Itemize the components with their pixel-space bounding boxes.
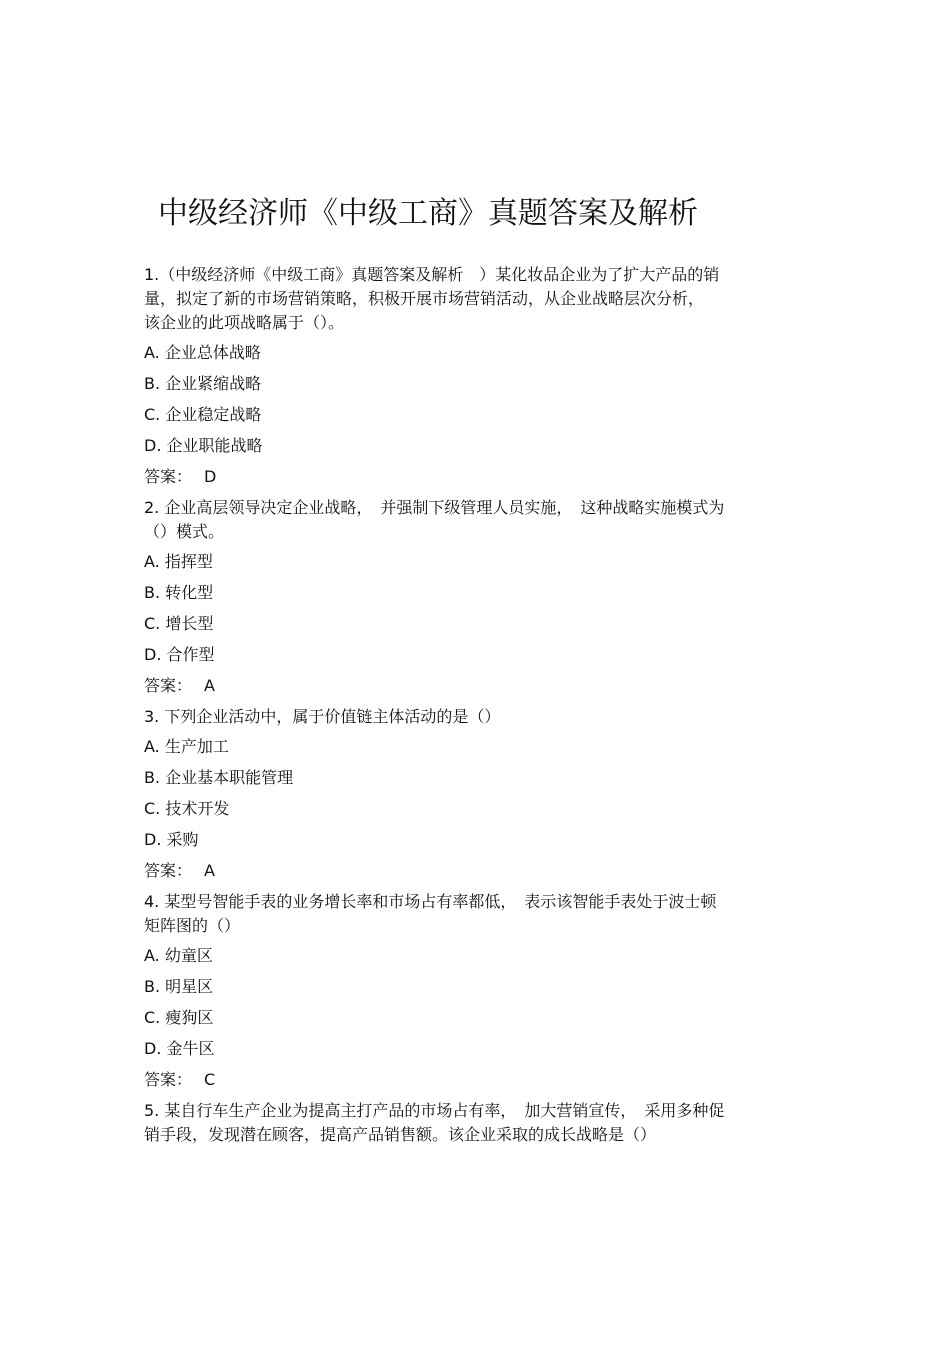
option-b: B. 明星区	[144, 977, 214, 996]
question-list	[144, 263, 814, 1153]
option-c: C. 增长型	[144, 614, 214, 633]
question-text-line: 3. 下列企业活动中，属于价值链主体活动的是（）	[144, 707, 501, 726]
document-title: 中级经济师《中级工商》真题答案及解析	[158, 196, 698, 231]
option-d: D. 企业职能战略	[144, 436, 263, 455]
question-text-line: 该企业的此项战略属于（）。	[144, 313, 345, 332]
answer-value: C	[204, 1070, 216, 1089]
question-3	[144, 705, 814, 883]
answer-line	[144, 674, 814, 698]
question-4	[144, 890, 814, 1092]
option-c: C. 企业稳定战略	[144, 405, 262, 424]
question-text-line: （）模式。	[144, 522, 225, 541]
option-c: C. 技术开发	[144, 799, 230, 818]
question-2	[144, 496, 814, 698]
answer-label: 答案：	[144, 467, 193, 486]
option-d: D. 金牛区	[144, 1039, 215, 1058]
question-text-line: 1.（中级经济师《中级工商》真题答案及解析 ）某化妆品企业为了扩大产品的销	[144, 265, 720, 284]
answer-line	[144, 465, 814, 489]
question-text-line: 量，拟定了新的市场营销策略，积极开展市场营销活动，从企业战略层次分析，	[144, 289, 705, 308]
question-stem	[144, 263, 814, 335]
question-stem	[144, 705, 814, 729]
question-1	[144, 263, 814, 489]
option-a: A. 企业总体战略	[144, 343, 261, 362]
answer-value: D	[204, 467, 217, 486]
question-stem	[144, 890, 814, 938]
option-b: B. 企业紧缩战略	[144, 374, 262, 393]
option-b: B. 转化型	[144, 583, 214, 602]
option-d: D. 采购	[144, 830, 199, 849]
answer-label: 答案：	[144, 1070, 193, 1089]
question-stem	[144, 496, 814, 544]
question-text-line: 矩阵图的（）	[144, 916, 241, 935]
option-a: A. 生产加工	[144, 737, 229, 756]
answer-label: 答案：	[144, 676, 193, 695]
question-text-line: 2. 企业高层领导决定企业战略， 并强制下级管理人员实施， 这种战略实施模式为	[144, 498, 725, 517]
answer-line	[144, 859, 814, 883]
answer-value: A	[204, 861, 215, 880]
question-text-line: 销手段，发现潜在顾客，提高产品销售额。该企业采取的成长战略是（）	[144, 1125, 657, 1144]
question-text-line: 4. 某型号智能手表的业务增长率和市场占有率都低， 表示该智能手表处于波士顿	[144, 892, 717, 911]
answer-value: A	[204, 676, 215, 695]
option-a: A. 指挥型	[144, 552, 213, 571]
option-a: A. 幼童区	[144, 946, 213, 965]
option-d: D. 合作型	[144, 645, 215, 664]
question-text-line: 5. 某自行车生产企业为提高主打产品的市场占有率， 加大营销宣传， 采用多种促	[144, 1101, 725, 1120]
option-b: B. 企业基本职能管理	[144, 768, 294, 787]
question-5	[144, 1099, 814, 1147]
question-stem	[144, 1099, 814, 1147]
answer-label: 答案：	[144, 861, 193, 880]
option-c: C. 瘦狗区	[144, 1008, 214, 1027]
answer-line	[144, 1068, 814, 1092]
